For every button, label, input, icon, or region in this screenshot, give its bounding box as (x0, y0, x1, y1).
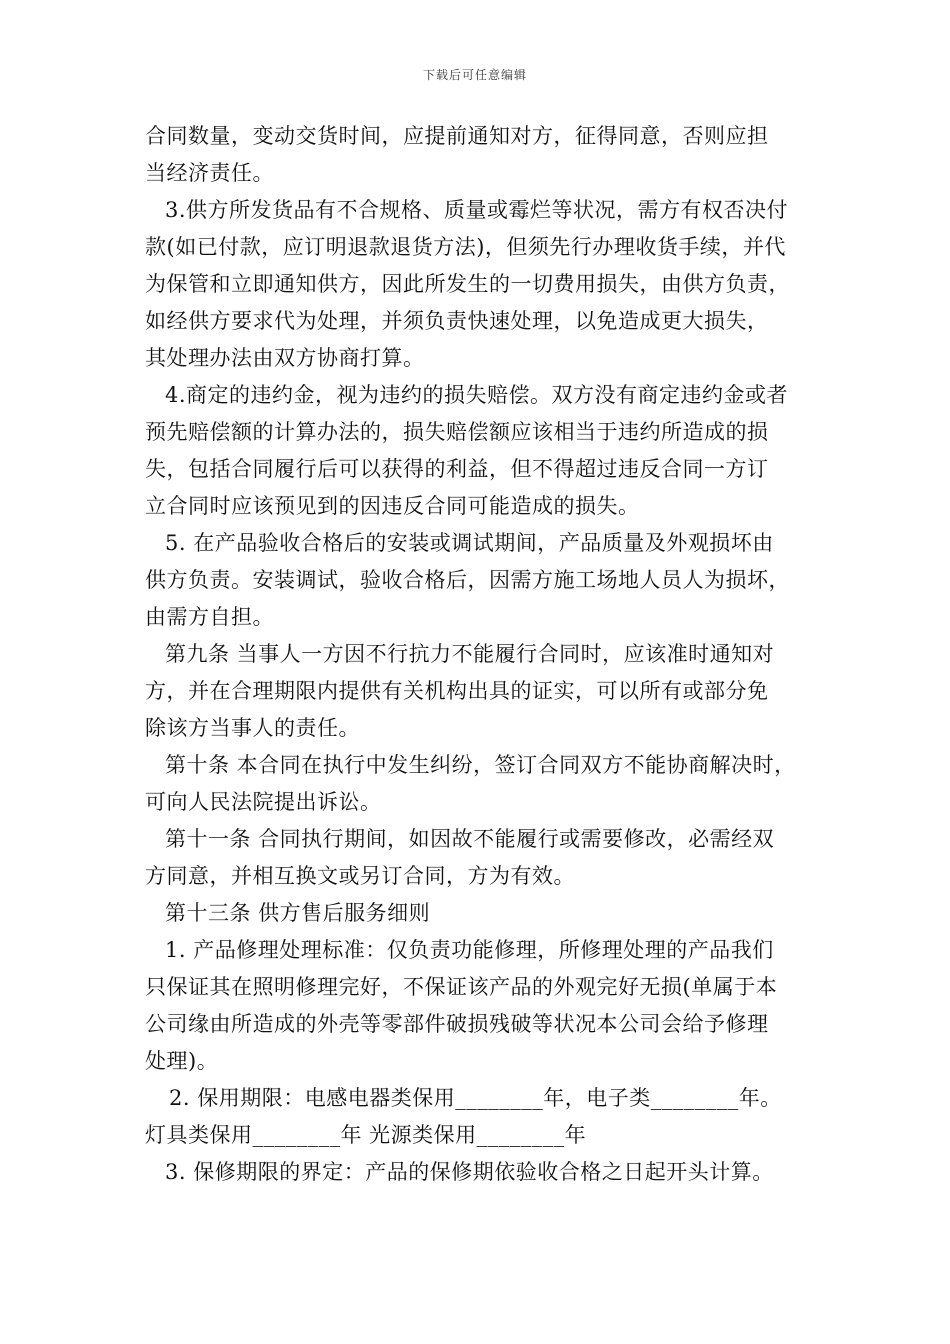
text-line: 如经供方要求代为处理，并须负责快速处理，以免造成更大损失， (145, 309, 769, 333)
text-line: 处理)。 (145, 1049, 219, 1073)
text-line: 第九条 当事人一方因不行抗力不能履行合同时，应该准时通知对 (165, 642, 775, 666)
text-line: 由需方自担。 (145, 605, 274, 629)
text-line: 可向人民法院提出诉讼。 (145, 790, 382, 814)
document-body (145, 118, 815, 1191)
text-line: 除该方当事人的责任。 (145, 716, 360, 740)
text-line: 4.商定的违约金，视为违约的损失赔偿。双方没有商定违约金或者 (165, 383, 789, 407)
text-line: 只保证其在照明修理完好，不保证该产品的外观完好无损(单属于本 (145, 975, 778, 999)
text-line: 为保管和立即通知供方，因此所发生的一切费用损失，由供方负责， (145, 272, 790, 296)
page-header: 下载后可任意编辑 (422, 68, 527, 82)
text-line: 款(如已付款，应订明退款退货方法)，但须先行办理收货手续，并代 (145, 235, 786, 259)
text-line: 3. 保修期限的界定：产品的保修期依验收合格之日起开头计算。 (165, 1160, 774, 1184)
text-line: 供方负责。安装调试，验收合格后，因需方施工场地人员人为损坏， (145, 568, 790, 592)
text-line: 第十条 本合同在执行中发生纠纷，签订合同双方不能协商解决时， (165, 753, 796, 777)
text-line: 方，并在合理期限内提供有关机构出具的证实，可以所有或部分免 (145, 679, 769, 703)
text-line: 第十一条 合同执行期间，如因故不能履行或需要修改，必需经双 (165, 827, 775, 851)
text-line: 3.供方所发货品有不合规格、质量或霉烂等状况，需方有权否决付 (165, 198, 789, 222)
text-line: 方同意，并相互换文或另订合同，方为有效。 (145, 864, 575, 888)
text-line: 公司缘由所造成的外壳等零部件破损残破等状况本公司会给予修理 (145, 1012, 769, 1036)
text-line: 当经济责任。 (145, 161, 274, 185)
text-line: 预先赔偿额的计算办法的，损失赔偿额应该相当于违约所造成的损 (145, 420, 769, 444)
text-line: 2. 保用期限：电感电器类保用________年，电子类________年。 (169, 1086, 782, 1110)
text-line: 5. 在产品验收合格后的安装或调试期间，产品质量及外观损坏由 (165, 531, 774, 555)
text-line: 立合同时应该预见到的因违反合同可能造成的损失。 (145, 494, 640, 518)
text-line: 失，包括合同履行后可以获得的利益，但不得超过违反合同一方订 (145, 457, 769, 481)
section-heading: 第十三条 供方售后服务细则 (165, 901, 431, 925)
text-line: 灯具类保用________年 光源类保用________年 (145, 1123, 587, 1147)
text-line: 1. 产品修理处理标准：仅负责功能修理，所修理处理的产品我们 (165, 938, 774, 962)
text-line: 其处理办法由双方协商打算。 (145, 346, 425, 370)
text-line: 合同数量，变动交货时间，应提前通知对方，征得同意，否则应担 (145, 124, 769, 148)
